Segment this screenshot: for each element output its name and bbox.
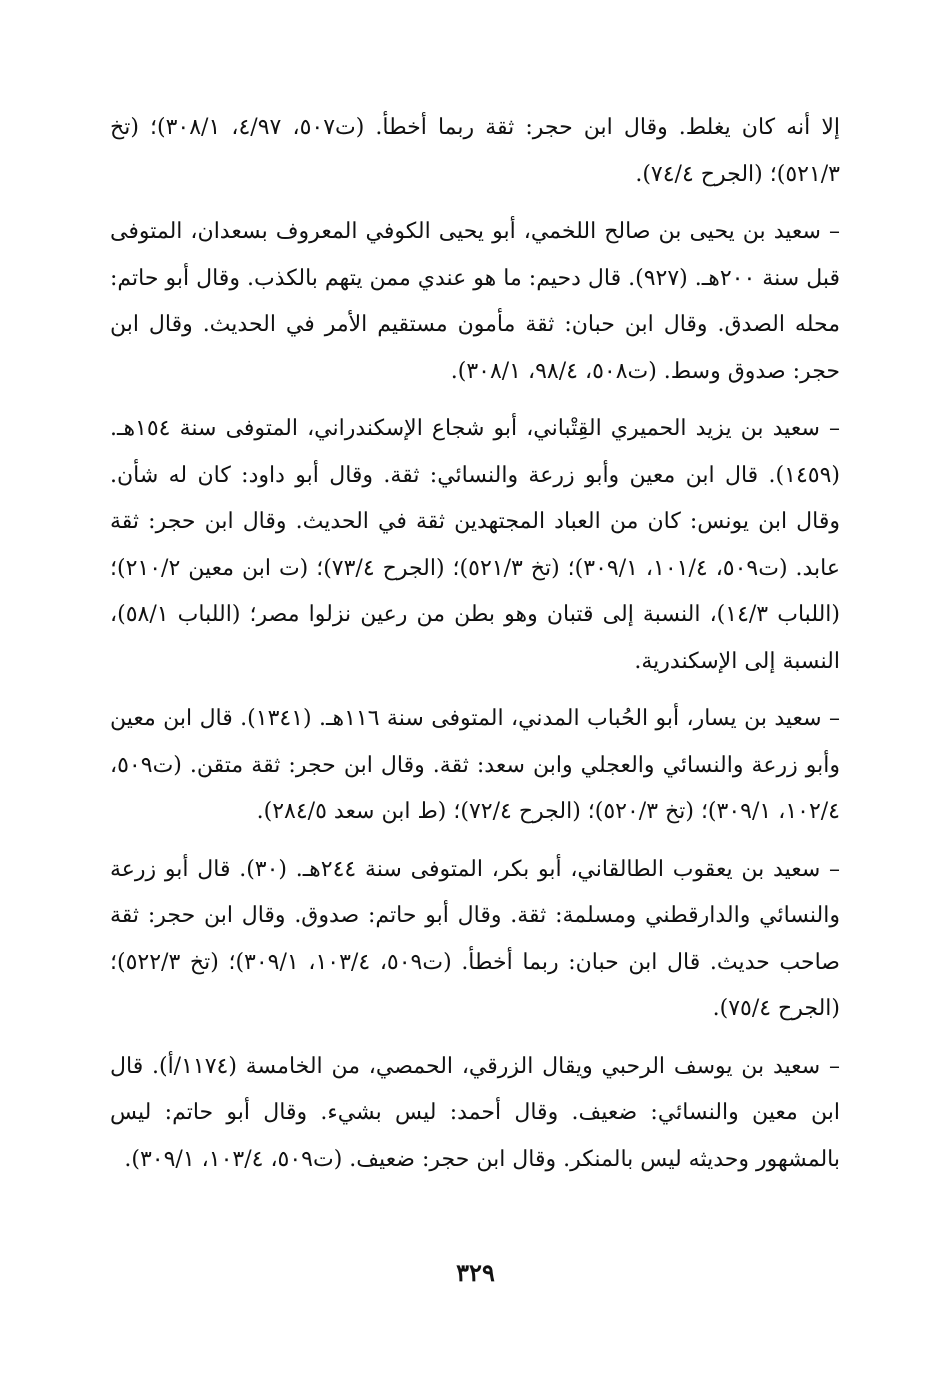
- entry-paragraph-saeed-ibn-yazid: – سعيد بن يزيد الحميري القِتْباني، أبو شجاع الإسكندراني، المتوفى سنة ١٥٤هـ. (١٤٥٩). قال ابن معين وأبو زرعة والنسائي: ثقة. وقال أبو داود: كان له شأن. وقال ابن يونس: كان من العباد المجتهدين ثقة في الحديث. وقال ابن حجر: ثقة عابد. (ت٥٠٩، ١٠١/٤، ٣٠٩/١)؛ (تخ ٥٢١/٣)؛ (الجرح ٧٣/٤)؛ (ت ابن معين ٢١٠/٢)؛ (اللباب ١٤/٣)، النسبة إلى قتبان وهو بطن من رعين نزلوا مصر؛ (اللباب ٥٨/١)، النسبة إلى الإسكندرية.: [110, 416, 841, 674]
- entry-paragraph-continuation: إلا أنه كان يغلط. وقال ابن حجر: ثقة ربما أخطأ. (ت٥٠٧، ٤/٩٧، ٣٠٨/١)؛ (تخ ٥٢١/٣)؛ (الجرح ٧٤/٤).: [110, 115, 841, 187]
- page-number: ٣٢٩: [456, 1258, 495, 1287]
- entry-paragraph-saeed-ibn-yasar: – سعيد بن يسار، أبو الحُباب المدني، المتوفى سنة ١١٦هـ. (١٣٤١). قال ابن معين وأبو زرعة والنسائي والعجلي وابن سعد: ثقة. وقال ابن حجر: ثقة متقن. (ت٥٠٩، ١٠٢/٤، ٣٠٩/١)؛ (تخ ٥٢٠/٣)؛ (الجرح ٧٢/٤)؛ (ط ابن سعد ٢٨٤/٥).: [110, 706, 840, 824]
- entry-paragraph-saeed-ibn-yahya: – سعيد بن يحيى بن صالح اللخمي، أبو يحيى الكوفي المعروف بسعدان، المتوفى قبل سنة ٢٠٠هـ. (٩٢٧). قال دحيم: ما هو عندي ممن يتهم بالكذب. وقال أبو حاتم: محله الصدق. وقال ابن حبان: ثقة مأمون مستقيم الأمر في الحديث. وقال ابن حجر: صدوق وسط. (ت٥٠٨، ٩٨/٤، ٣٠٨/١).: [110, 219, 841, 384]
- page-body: [110, 105, 840, 1194]
- entry-paragraph-saeed-ibn-yusuf: – سعيد بن يوسف الرحبي ويقال الزرقي، الحمصي، من الخامسة (١١٧٤/أ). قال ابن معين والنسائي: ضعيف. وقال أحمد: ليس بشيء. وقال أبو حاتم: ليس بالمشهور وحديثه ليس بالمنكر. وقال ابن حجر: ضعيف. (ت٥٠٩، ١٠٣/٤، ٣٠٩/١).: [110, 1053, 840, 1172]
- entry-paragraph-saeed-ibn-yaqub: – سعيد بن يعقوب الطالقاني، أبو بكر، المتوفى سنة ٢٤٤هـ. (٣٠). قال أبو زرعة والنسائي والدارقطني ومسلمة: ثقة. وقال أبو حاتم: صدوق. وقال ابن حجر: ثقة صاحب حديث. قال ابن حبان: ربما أخطأ. (ت٥٠٩، ١٠٣/٤، ٣٠٩/١)؛ (تخ ٥٢٢/٣)؛ (الجرح ٧٥/٤).: [110, 856, 841, 1021]
